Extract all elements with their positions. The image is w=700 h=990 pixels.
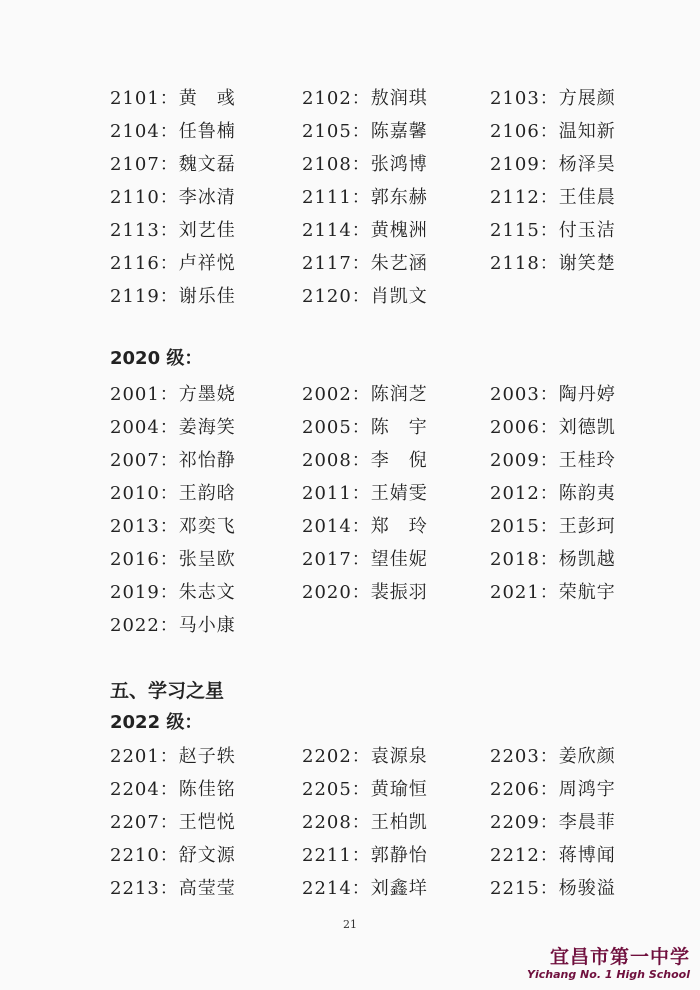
student-entry: 2214：刘鑫垟: [302, 878, 428, 899]
student-entry: 2116：卢祥悦: [110, 253, 236, 274]
student-entry: 2011：王婧雯: [302, 483, 428, 504]
school-logo-name-cn: 宜昌市第一中学: [549, 946, 690, 968]
student-entry: 2007：祁怡静: [110, 450, 236, 471]
student-entry: 2202：袁源泉: [302, 746, 428, 767]
name-row: [0, 512, 700, 542]
school-logo: [527, 946, 690, 982]
student-entry: 2209：李晨菲: [490, 812, 616, 833]
student-entry: 2204：陈佳铭: [110, 779, 236, 800]
student-entry: 2106：温知新: [490, 121, 616, 142]
student-entry: 2107：魏文磊: [110, 154, 236, 175]
name-row: [0, 117, 700, 147]
student-entry: 2117：朱艺涵: [302, 253, 428, 274]
student-entry: 2212：蒋博闻: [490, 845, 616, 866]
student-entry: 2103：方展颜: [490, 88, 616, 109]
student-entry: 2119：谢乐佳: [110, 286, 236, 307]
student-entry: 2120：肖凯文: [302, 286, 428, 307]
student-entry: 2215：杨骏溢: [490, 878, 616, 899]
name-row: [0, 380, 700, 410]
student-entry: 2018：杨凯越: [490, 549, 616, 570]
student-entry: 2110：李冰清: [110, 187, 236, 208]
name-row: [0, 611, 700, 641]
student-entry: 2101：黄 彧: [110, 88, 236, 109]
student-entry: 2004：姜海笑: [110, 417, 236, 438]
grade-2020-heading: 2020 级：: [110, 348, 203, 369]
student-entry: 2108：张鸿博: [302, 154, 428, 175]
student-entry: 2009：王桂玲: [490, 450, 616, 471]
section-heading: 五、学习之星: [110, 680, 225, 702]
student-entry: 2114：黄槐洲: [302, 220, 428, 241]
student-entry: 2016：张呈欧: [110, 549, 236, 570]
student-entry: 2205：黄瑜恒: [302, 779, 428, 800]
student-entry: 2002：陈润芝: [302, 384, 428, 405]
student-entry: 2015：王彭珂: [490, 516, 616, 537]
name-row: [0, 282, 700, 312]
name-row: [0, 183, 700, 213]
student-entry: 2005：陈 宇: [302, 417, 428, 438]
student-entry: 2001：方墨娆: [110, 384, 236, 405]
student-entry: 2118：谢笑楚: [490, 253, 616, 274]
student-entry: 2105：陈嘉馨: [302, 121, 428, 142]
student-entry: 2022：马小康: [110, 615, 236, 636]
student-entry: 2102：敖润琪: [302, 88, 428, 109]
name-row: [0, 545, 700, 575]
student-entry: 2207：王恺悦: [110, 812, 236, 833]
student-entry: 2210：舒文源: [110, 845, 236, 866]
school-logo-name-en: Yichang No. 1 High School: [527, 968, 690, 981]
student-entry: 2017：望佳妮: [302, 549, 428, 570]
student-entry: 2006：刘德凯: [490, 417, 616, 438]
name-row: [0, 446, 700, 476]
student-entry: 2014：郑 玲: [302, 516, 428, 537]
student-entry: 2203：姜欣颜: [490, 746, 616, 767]
name-row: [0, 84, 700, 114]
name-row: [0, 216, 700, 246]
name-row: [0, 874, 700, 904]
page-number: 21: [343, 918, 357, 931]
name-row: [0, 841, 700, 871]
student-entry: 2020：裴振羽: [302, 582, 428, 603]
student-entry: 2213：高莹莹: [110, 878, 236, 899]
name-row: [0, 742, 700, 772]
student-entry: 2021：荣航宇: [490, 582, 616, 603]
name-row: [0, 578, 700, 608]
student-entry: 2012：陈韵夷: [490, 483, 616, 504]
student-entry: 2113：刘艺佳: [110, 220, 236, 241]
student-entry: 2008：李 倪: [302, 450, 428, 471]
student-entry: 2211：郭静怡: [302, 845, 428, 866]
student-entry: 2208：王柏凯: [302, 812, 428, 833]
name-row: [0, 150, 700, 180]
name-row: [0, 413, 700, 443]
student-entry: 2115：付玉洁: [490, 220, 616, 241]
student-entry: 2109：杨泽昊: [490, 154, 616, 175]
grade-2022-heading: 2022 级：: [110, 712, 203, 733]
student-entry: 2010：王韵晗: [110, 483, 236, 504]
student-entry: 2111：郭东赫: [302, 187, 428, 208]
name-row: [0, 775, 700, 805]
student-entry: 2013：邓奕飞: [110, 516, 236, 537]
name-row: [0, 249, 700, 279]
name-row: [0, 808, 700, 838]
student-entry: 2104：任鲁楠: [110, 121, 236, 142]
student-entry: 2112：王佳晨: [490, 187, 616, 208]
student-entry: 2201：赵子轶: [110, 746, 236, 767]
student-entry: 2019：朱志文: [110, 582, 236, 603]
name-row: [0, 479, 700, 509]
student-entry: 2003：陶丹婷: [490, 384, 616, 405]
student-entry: 2206：周鸿宇: [490, 779, 616, 800]
